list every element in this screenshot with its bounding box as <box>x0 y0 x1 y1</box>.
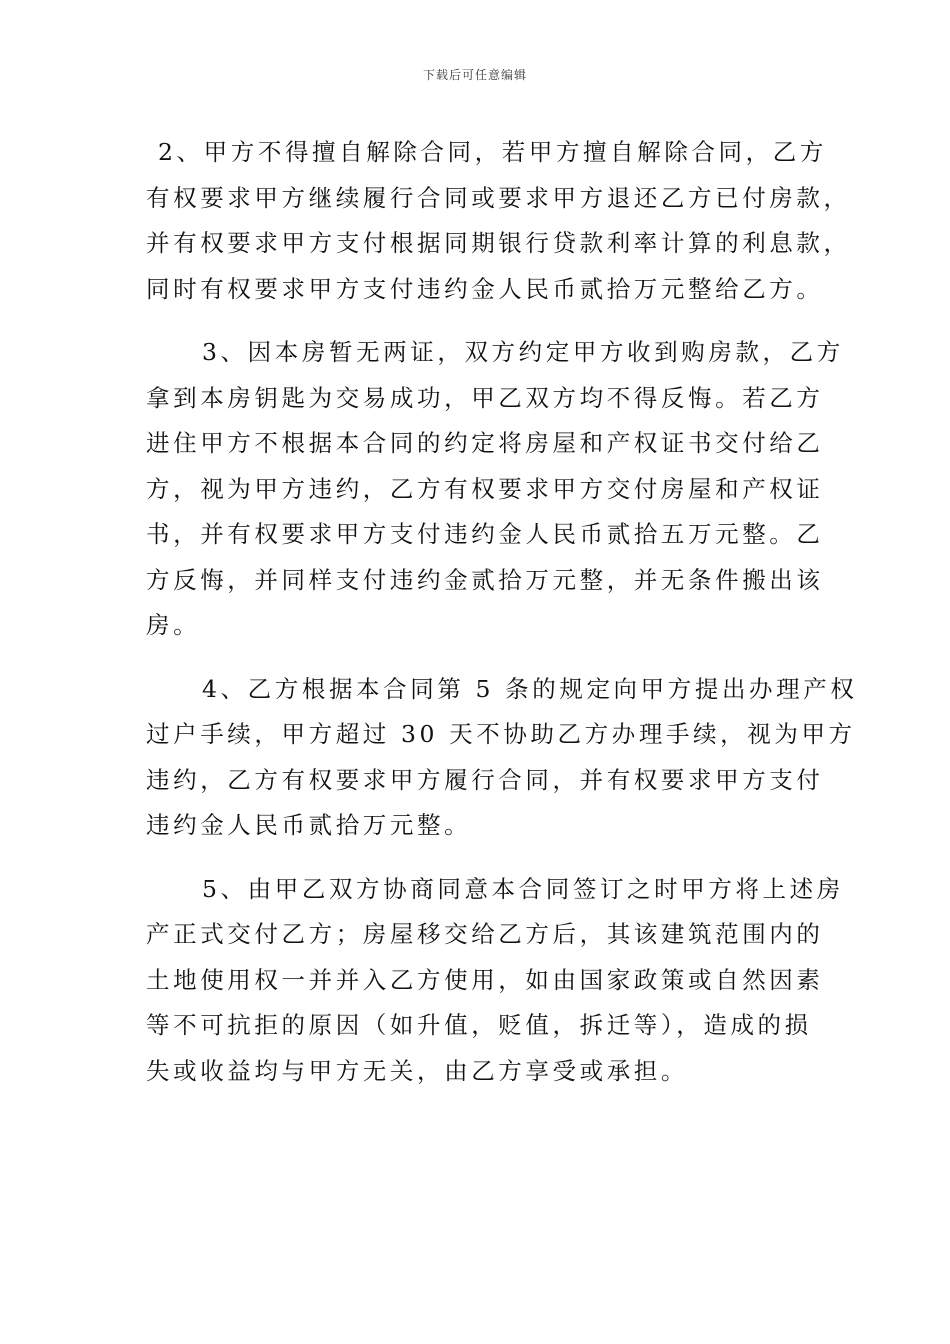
paragraph-line: 进住甲方不根据本合同的约定将房屋和产权证书交付给乙 <box>146 429 824 457</box>
paragraph-line: 等不可抗拒的原因（如升值，贬值，拆迁等），造成的损 <box>146 1011 812 1039</box>
paragraph-line: 3、因本房暂无两证，双方约定甲方收到购房款，乙方 <box>202 338 844 366</box>
paragraph-line: 同时有权要求甲方支付违约金人民币贰拾万元整给乙方。 <box>146 274 824 303</box>
paragraph-line: 2、甲方不得擅自解除合同，若甲方擅自解除合同，乙方 <box>158 138 827 166</box>
paragraph-line: 5、由甲乙双方协商同意本合同签订之时甲方将上述房 <box>202 874 844 903</box>
paragraph-line: 产正式交付乙方；房屋移交给乙方后，其该建筑范围内的 <box>146 920 824 948</box>
paragraph-line: 4、乙方根据本合同第 5 条的规定向甲方提出办理产权 <box>202 674 858 703</box>
clause-5-paragraph <box>146 867 844 1095</box>
paragraph-line: 方反悔，并同样支付违约金贰拾万元整，并无条件搬出该 <box>146 565 824 594</box>
paragraph-line: 书，并有权要求甲方支付违约金人民币贰拾五万元整。乙 <box>146 520 824 548</box>
paragraph-line: 失或收益均与甲方无关，由乙方享受或承担。 <box>146 1056 688 1085</box>
document-body <box>146 130 858 1094</box>
paragraph-line: 过户手续，甲方超过 30 天不协助乙方办理手续，视为甲方 <box>146 720 856 748</box>
paragraph-line: 土地使用权一并并入乙方使用，如由国家政策或自然因素 <box>146 965 824 994</box>
clause-2-paragraph <box>146 130 851 312</box>
paragraph-line: 并有权要求甲方支付根据同期银行贷款利率计算的利息款， <box>146 229 851 257</box>
paragraph-line: 方，视为甲方违约，乙方有权要求甲方交付房屋和产权证 <box>146 474 824 503</box>
paragraph-line: 违约，乙方有权要求甲方履行合同，并有权要求甲方支付 <box>146 765 824 794</box>
clause-3-paragraph <box>146 330 844 649</box>
clause-4-paragraph <box>146 667 858 849</box>
paragraph-line: 违约金人民币贰拾万元整。 <box>146 811 472 839</box>
paragraph-line: 拿到本房钥匙为交易成功，甲乙双方均不得反悔。若乙方 <box>146 383 824 412</box>
paragraph-line: 有权要求甲方继续履行合同或要求甲方退还乙方已付房款， <box>146 183 851 212</box>
paragraph-line: 房。 <box>146 611 201 639</box>
header-note: 下载后可任意编辑 <box>422 68 527 82</box>
